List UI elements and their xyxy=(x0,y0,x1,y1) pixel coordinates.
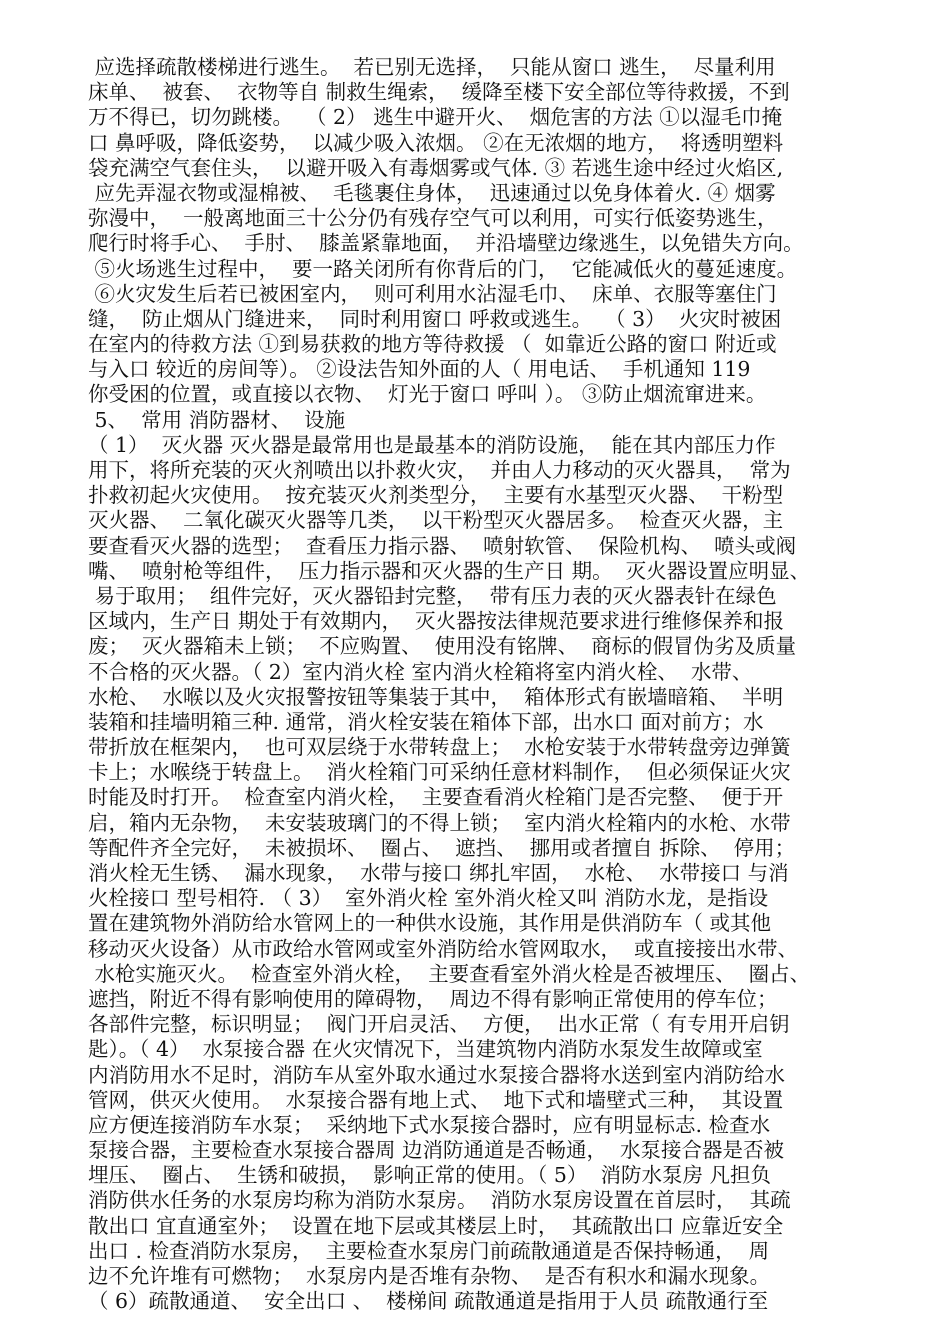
text-line: 易于取用； 组件完好，灭火器铅封完整， 带有压力表的灭火器表针在绿色 xyxy=(88,583,777,608)
text-line: 遮挡，附近不得有影响使用的障碍物， 周边不得有影响正常使用的停车位； xyxy=(88,986,778,1011)
text-line: 匙）。（ 4） 水泵接合器 在火灾情况下，当建筑物内消防水泵发生故障或室 xyxy=(88,1037,763,1062)
text-line: 嘴、 喷射枪等组件， 压力指示器和灭火器的生产日 期。 灭火器设置应明显、 xyxy=(88,558,811,583)
text-line: 水枪实施灭火。 检查室外消火栓， 主要查看室外消火栓是否被埋压、 圈占、 xyxy=(88,961,811,986)
text-line: 应方便连接消防车水泵； 采纳地下式水泵接合器时，应有明显标志. 检查水 xyxy=(88,1112,771,1137)
text-line: 应先弄湿衣物或湿棉被、 毛毯裹住身体， 迅速通过以免身体着火. ④ 烟雾 xyxy=(88,180,776,205)
text-line: 应选择疏散楼梯进行逃生。 若已别无选择， 只能从窗口 逃生， 尽量利用 xyxy=(88,55,776,79)
text-line: 埋压、 圈占、 生锈和破损， 影响正常的使用。（ 5） 消防水泵房 凡担负 xyxy=(88,1163,771,1188)
text-line: 泵接合器，主要检查水泵接合器周 边消防通道是否畅通， 水泵接合器是否被 xyxy=(88,1138,785,1163)
text-line: 灭火器、 二氧化碳灭火器等几类， 以干粉型灭火器居多。 检查灭火器，主 xyxy=(88,508,784,533)
text-line: 用下，将所充装的灭火剂喷出以扑救火灾， 并由人力移动的灭火器具， 常为 xyxy=(88,458,791,482)
text-line: 装箱和挂墙明箱三种. 通常，消火栓安装在箱体下部，出水口 面对前方；水 xyxy=(88,709,764,734)
text-line: 消火栓无生锈、 漏水现象， 水带与接口 绑扎牢固， 水枪、 水带接口 与消 xyxy=(88,861,789,885)
text-line: 出口 . 检查消防水泵房， 主要检查水泵房门前疏散通道是否保持畅通， 周 xyxy=(88,1238,770,1263)
text-line: 袋充满空气套住头， 以避开吸入有毒烟雾或气体. ③ 若逃生途中经过火焰区, xyxy=(88,155,784,180)
document-body xyxy=(88,55,868,1314)
text-line: 不合格的灭火器。（ 2）室内消火栓 室内消火栓箱将室内消火栓、 水带、 xyxy=(88,659,753,684)
text-line: 消防供水任务的水泵房均称为消防水泵房。 消防水泵房设置在首层时， 其疏 xyxy=(88,1188,791,1213)
text-line: 火栓接口 型号相符. （ 3） 室外消火栓 室外消火栓又叫 消防水龙，是指设 xyxy=(88,886,769,911)
text-line: 5、 常用 消防器材、 设施 xyxy=(88,407,346,432)
text-line: ⑥火灾发生后若已被困室内， 则可利用水沾湿毛巾、 床单、衣服等塞住门 xyxy=(88,281,777,306)
text-line: 扑救初起火灾使用。 按充装灭火剂类型分， 主要有水基型灭火器、 干粉型 xyxy=(88,483,784,508)
text-line: 散出口 宜直通室外； 设置在地下层或其楼层上时， 其疏散出口 应靠近安全 xyxy=(88,1213,784,1238)
text-line: 管网，供灭火使用。 水泵接合器有地上式、 地下式和墙壁式三种， 其设置 xyxy=(88,1087,784,1112)
text-line: 等配件齐全完好， 未被损坏、 圈占、 遮挡、 挪用或者擅自 拆除、 停用； xyxy=(88,835,796,860)
text-line: 与入口 较近的房间等）。 ②设法告知外面的人（ 用电话、 手机通知 119 xyxy=(88,357,751,382)
text-line: 卡上；水喉绕于转盘上。 消火栓箱门可采纳任意材料制作， 但必须保证火灾 xyxy=(88,760,791,785)
text-line: 在室内的待救方法 ①到易获救的地方等待救援 （ 如靠近公路的窗口 附近或 xyxy=(88,332,777,357)
text-line: 废； 灭火器箱未上锁； 不应购置、 使用没有铭牌、 商标的假冒伪劣及质量 xyxy=(88,634,797,659)
text-line: 启，箱内无杂物， 未安装玻璃门的不得上锁； 室内消火栓箱内的水枪、水带 xyxy=(88,810,791,835)
text-line: 置在建筑物外消防给水管网上的一种供水设施，其作用是供消防车（ 或其他 xyxy=(88,911,772,936)
text-line: 区域内，生产日 期处于有效期内， 灭火器按法律规范要求进行维修保养和报 xyxy=(88,609,785,634)
text-line: 弥漫中， 一般离地面三十公分仍有残存空气可以利用，可实行低姿势逃生， xyxy=(88,206,778,231)
text-line: 时能及时打开。 检查室内消火栓， 主要查看消火栓箱门是否完整、 便于开 xyxy=(88,785,784,810)
text-line: 边不允许堆有可燃物； 水泵房内是否堆有杂物、 是否有积水和漏水现象。 xyxy=(88,1264,771,1288)
text-line: 万不得已，切勿跳楼。 （ 2） 逃生中避开火、 烟危害的方法 ①以湿毛巾掩 xyxy=(88,105,783,130)
text-line: 缝， 防止烟从门缝进来， 同时利用窗口 呼救或逃生。 （ 3） 火灾时被困 xyxy=(88,306,782,331)
text-line: （ 6）疏散通道、 安全出口 、 楼梯间 疏散通道是指用于人员 疏散通行至 xyxy=(88,1289,769,1314)
text-line: 爬行时将手心、 手肘、 膝盖紧靠地面， 并沿墙壁边缘逃生，以免错失方向。 xyxy=(88,231,804,256)
text-line: 口 鼻呼吸，降低姿势， 以减少吸入浓烟。 ②在无浓烟的地方， 将透明塑料 xyxy=(88,130,784,155)
text-line: 你受困的位置，或直接以衣物、 灯光于窗口 呼叫 ）。 ③防止烟流窜进来。 xyxy=(88,382,767,407)
text-line: 内消防用水不足时，消防车从室外取水通过水泵接合器将水送到室内消防给水 xyxy=(88,1062,785,1087)
text-line: 床单、 被套、 衣物等自 制救生绳索， 缓降至楼下安全部位等待救援，不到 xyxy=(88,80,790,105)
text-line: 各部件完整，标识明显； 阀门开启灵活、 方便， 出水正常（ 有专用开启钥 xyxy=(88,1012,790,1037)
text-line: 移动灭火设备）从市政给水管网或室外消防给水管网取水， 或直接接出水带、 xyxy=(88,936,799,961)
text-line: （ 1） 灭火器 灭火器是最常用也是最基本的消防设施， 能在其内部压力作 xyxy=(88,432,776,457)
text-line: ⑤火场逃生过程中， 要一路关闭所有你背后的门， 它能减低火的蔓延速度。 xyxy=(88,256,798,281)
text-line: 带折放在框架内， 也可双层绕于水带转盘上； 水枪安装于水带转盘旁边弹簧 xyxy=(88,735,791,760)
text-line: 要查看灭火器的选型； 查看压力指示器、 喷射软管、 保险机构、 喷头或阀 xyxy=(88,533,797,558)
text-line: 水枪、 水喉以及火灾报警按钮等集装于其中， 箱体形式有嵌墙暗箱、 半明 xyxy=(88,684,784,709)
